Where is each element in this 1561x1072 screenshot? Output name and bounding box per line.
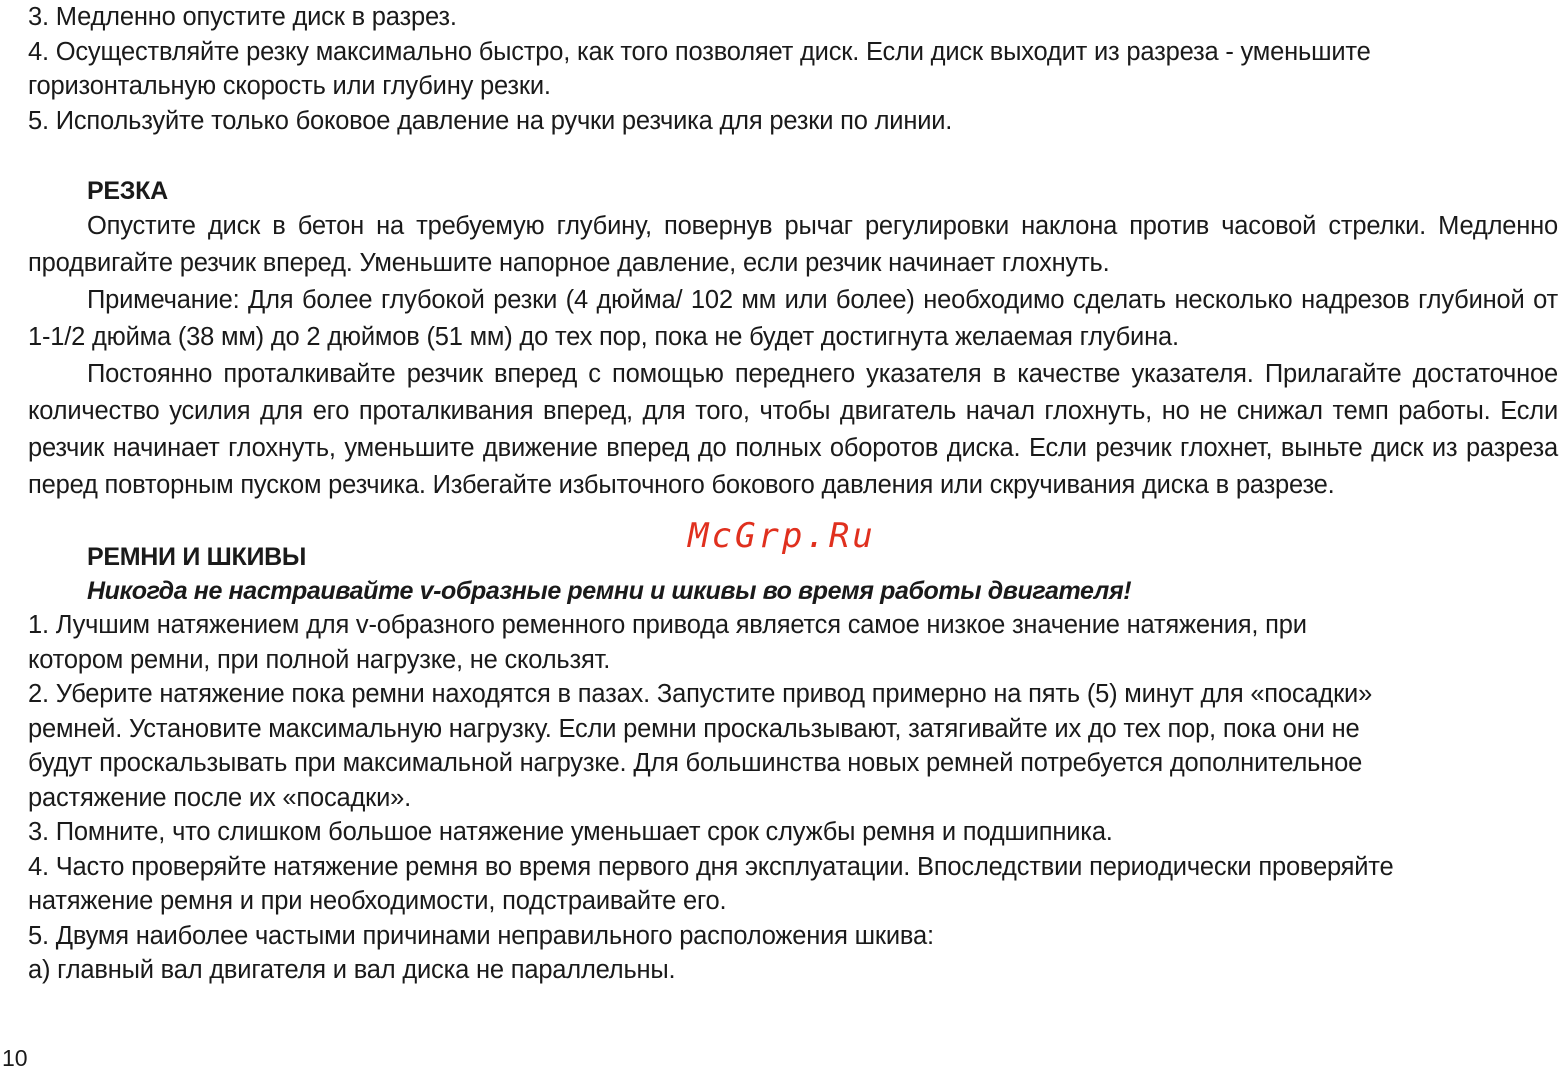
section-cutting xyxy=(28,174,1558,504)
step-line: горизонтальную скорость или глубину резки. xyxy=(28,72,551,100)
page-number: 10 xyxy=(2,1045,28,1071)
paragraph: Постоянно проталкивайте резчик вперед с помощью переднего указателя в качестве указателя. Прилагайте достаточное количество усилия для его проталкивания вперед, для того, чтобы двигатель начал глохнуть, но не снижал темп работы. Если резчик начинает глохнуть, уменьшите движение вперед до полных оборотов диска. Если резчик глохнет, выньте диск из разреза перед повторным пуском резчика. Избегайте избыточного бокового давления или скручивания диска в разрезе. xyxy=(28,360,1558,499)
document-page xyxy=(28,0,1558,988)
watermark-logo: McGrp.Ru xyxy=(688,516,876,556)
belt-line: 2. Уберите натяжение пока ремни находятся в пазах. Запустите привод примерно на пять (5) минут для «посадки» xyxy=(28,680,1373,708)
warning-text: Никогда не настраивайте v-образные ремни и шкивы во время работы двигателя! xyxy=(87,577,1132,605)
intro-steps xyxy=(28,0,1558,138)
section-belts xyxy=(28,540,1558,988)
belt-line: натяжение ремня и при необходимости, подстраивайте его. xyxy=(28,887,727,915)
belt-line: 5. Двумя наиболее частыми причинами неправильного расположения шкива: xyxy=(28,921,934,950)
step-line: 3. Медленно опустите диск в разрез. xyxy=(28,3,457,31)
step-line: 4. Осуществляйте резку максимально быстро, как того позволяет диск. Если диск выходит из разреза - уменьшите xyxy=(28,37,1371,66)
step-line: 5. Используйте только боковое давление на ручки резчика для резки по линии. xyxy=(28,106,953,135)
belt-line: а) главный вал двигателя и вал диска не параллельны. xyxy=(28,956,676,984)
section-heading-belts: РЕМНИ И ШКИВЫ xyxy=(87,543,307,571)
belt-line: котором ремни, при полной нагрузке, не скользят. xyxy=(28,645,611,674)
belt-line: будут проскальзывать при максимальной нагрузке. Для большинства новых ремней потребуется дополнительное xyxy=(28,749,1363,777)
section-heading-cutting: РЕЗКА xyxy=(87,177,168,205)
belt-line: растяжение после их «посадки». xyxy=(28,783,412,812)
paragraph: Опустите диск в бетон на требуемую глубину, повернув рычаг регулировки наклона против часовой стрелки. Медленно продвигайте резчик вперед. Уменьшите напорное давление, если резчик начинает глохнуть. xyxy=(28,212,1558,277)
belt-line: 1. Лучшим натяжением для v-образного ременного привода является самое низкое значение натяжения, при xyxy=(28,611,1307,639)
belt-line: 3. Помните, что слишком большое натяжение уменьшает срок службы ремня и подшипника. xyxy=(28,818,1113,846)
belt-line: ремней. Установите максимальную нагрузку. Если ремни проскальзывают, затягивайте их до тех пор, пока они не xyxy=(28,714,1360,743)
belt-line: 4. Часто проверяйте натяжение ремня во время первого дня эксплуатации. Впоследствии периодически проверяйте xyxy=(28,852,1394,881)
paragraph: Примечание: Для более глубокой резки (4 дюйма/ 102 мм или более) необходимо сделать несколько надрезов глубиной от 1-1/2 дюйма (38 мм) до 2 дюймов (51 мм) до тех пор, пока не будет достигнута желаемая глубина. xyxy=(28,286,1558,351)
